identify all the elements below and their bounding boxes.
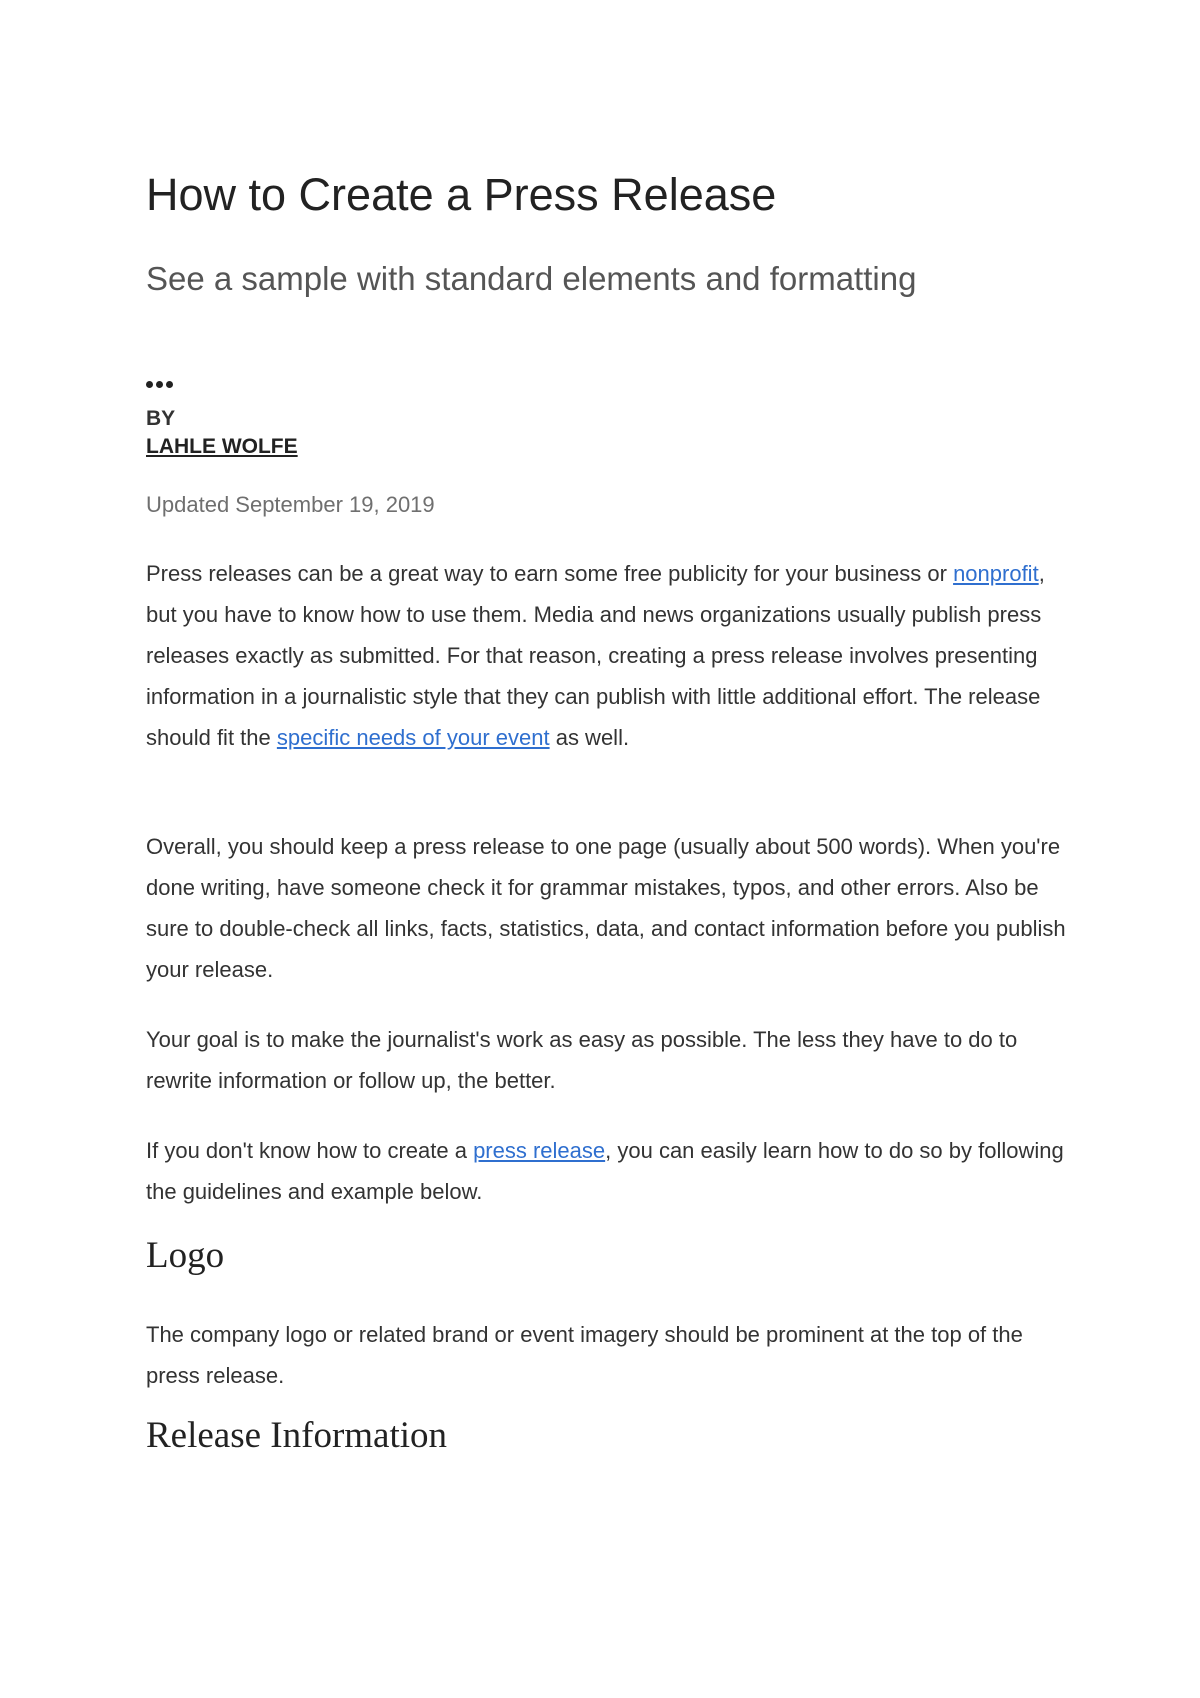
press-release-link[interactable]: press release <box>473 1138 606 1163</box>
paragraph-text: Press releases can be a great way to earn some free publicity for your business or <box>146 561 954 586</box>
page-title: How to Create a Press Release <box>146 169 777 220</box>
more-dots-icon[interactable] <box>146 381 173 389</box>
paragraph-intro <box>146 553 1066 758</box>
dot <box>156 381 163 388</box>
paragraph-text: , you can easily learn how to do so by following the guidelines and example below. <box>146 1138 1064 1204</box>
paragraph-logo: The company logo or related brand or event imagery should be prominent at the top of the press release. <box>146 1322 1023 1388</box>
section-heading-release-information: Release Information <box>146 1415 448 1456</box>
updated-date: Updated September 19, 2019 <box>146 492 435 517</box>
paragraph-text: , but you have to know how to use them. Media and news organizations usually publish press releases exactly as submitted. For that reason, creating a press release involves presenting information in a journalistic style that they can publish with little additional effort. The release should fit the <box>146 561 1045 750</box>
paragraph-text: If you don't know how to create a <box>146 1138 474 1163</box>
paragraph-guidelines <box>146 1130 1066 1212</box>
specific-needs-link[interactable]: specific needs of your event <box>276 725 550 750</box>
section-heading-logo: Logo <box>146 1235 225 1276</box>
paragraph-goal: Your goal is to make the journalist's work as easy as possible. The less they have to do to rewrite information or follow up, the better. <box>146 1027 1018 1093</box>
dot <box>146 381 153 388</box>
dot <box>166 381 173 388</box>
author-link[interactable]: LAHLE WOLFE <box>146 435 298 458</box>
page-subtitle: See a sample with standard elements and formatting <box>146 260 917 297</box>
paragraph-length: Overall, you should keep a press release to one page (usually about 500 words). When you're done writing, have someone check it for grammar mistakes, typos, and other errors. Also be sure to double-check all links, facts, statistics, data, and contact information before you publish your release. <box>146 834 1066 982</box>
byline-label: BY <box>146 407 176 430</box>
nonprofit-link[interactable]: nonprofit <box>953 561 1039 586</box>
paragraph-text: as well. <box>549 725 630 750</box>
